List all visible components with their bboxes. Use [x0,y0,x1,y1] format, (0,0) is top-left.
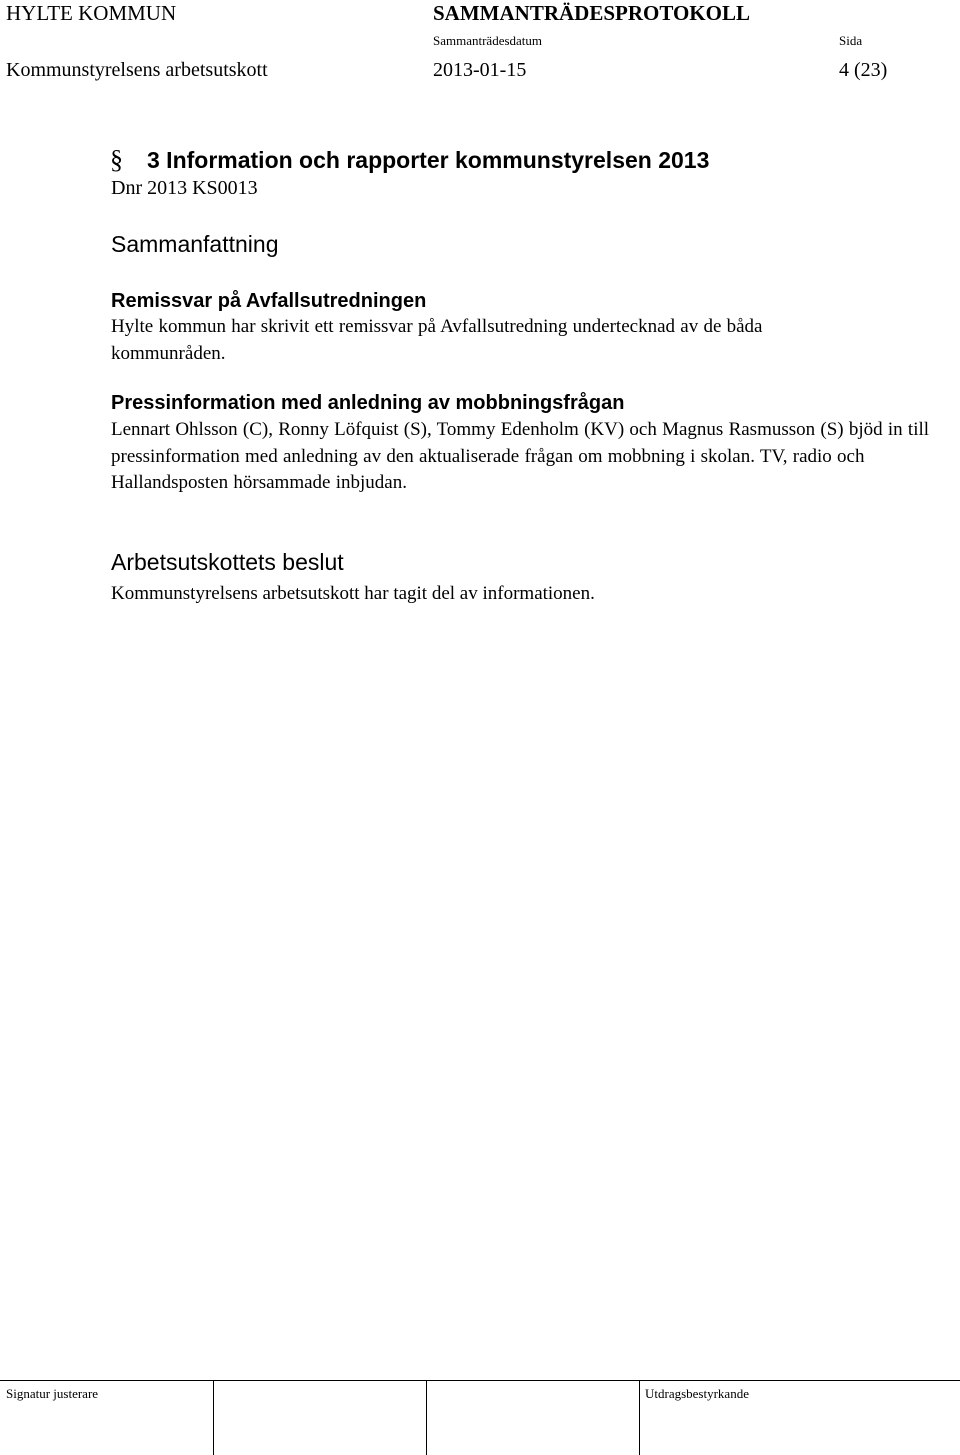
section-symbol: § [110,145,123,174]
signature-cell-divider [426,1381,427,1455]
section-text: Lennart Ohlsson (C), Ronny Löfquist (S), Tommy Edenholm (KV) och Magnus Rasmusson (S) bjöd in till pressinformation med anledning av den aktualiserade frågan om mobbning i skolan. TV, radio och Hallandsposten hörsammade inbjudan. [111,419,930,493]
section-heading: Remissvar på Avfallsutredningen [111,290,427,312]
decision-text: Kommunstyrelsens arbetsutskott har tagit del av informationen. [111,583,595,604]
summary-heading: Sammanfattning [111,231,279,257]
dnr-number: Dnr 2013 KS0013 [111,177,258,199]
extract-label: Utdragsbestyrkande [645,1386,749,1401]
section-text: Hylte kommun har skrivit ett remissvar på Avfallsutredning undertecknad av de båda kommunråden. [111,316,763,364]
section-heading: Pressinformation med anledning av mobbningsfrågan [111,392,625,414]
signature-footer [0,1380,960,1455]
decision-heading: Arbetsutskottets beslut [111,549,344,575]
signature-cell-divider [213,1381,214,1455]
municipality-name: HYLTE KOMMUN [6,1,177,25]
date-label: Sammanträdesdatum [433,33,543,48]
signature-label: Signatur justerare [6,1386,99,1401]
document-type: SAMMANTRÄDESPROTOKOLL [433,1,750,25]
page-number: 4 (23) [839,59,888,81]
committee-name: Kommunstyrelsens arbetsutskott [6,59,268,81]
item-title: 3 Information och rapporter kommunstyrelsen 2013 [147,147,710,173]
page-label: Sida [839,33,863,48]
meeting-date: 2013-01-15 [433,59,527,81]
signature-cell-divider [639,1381,640,1455]
